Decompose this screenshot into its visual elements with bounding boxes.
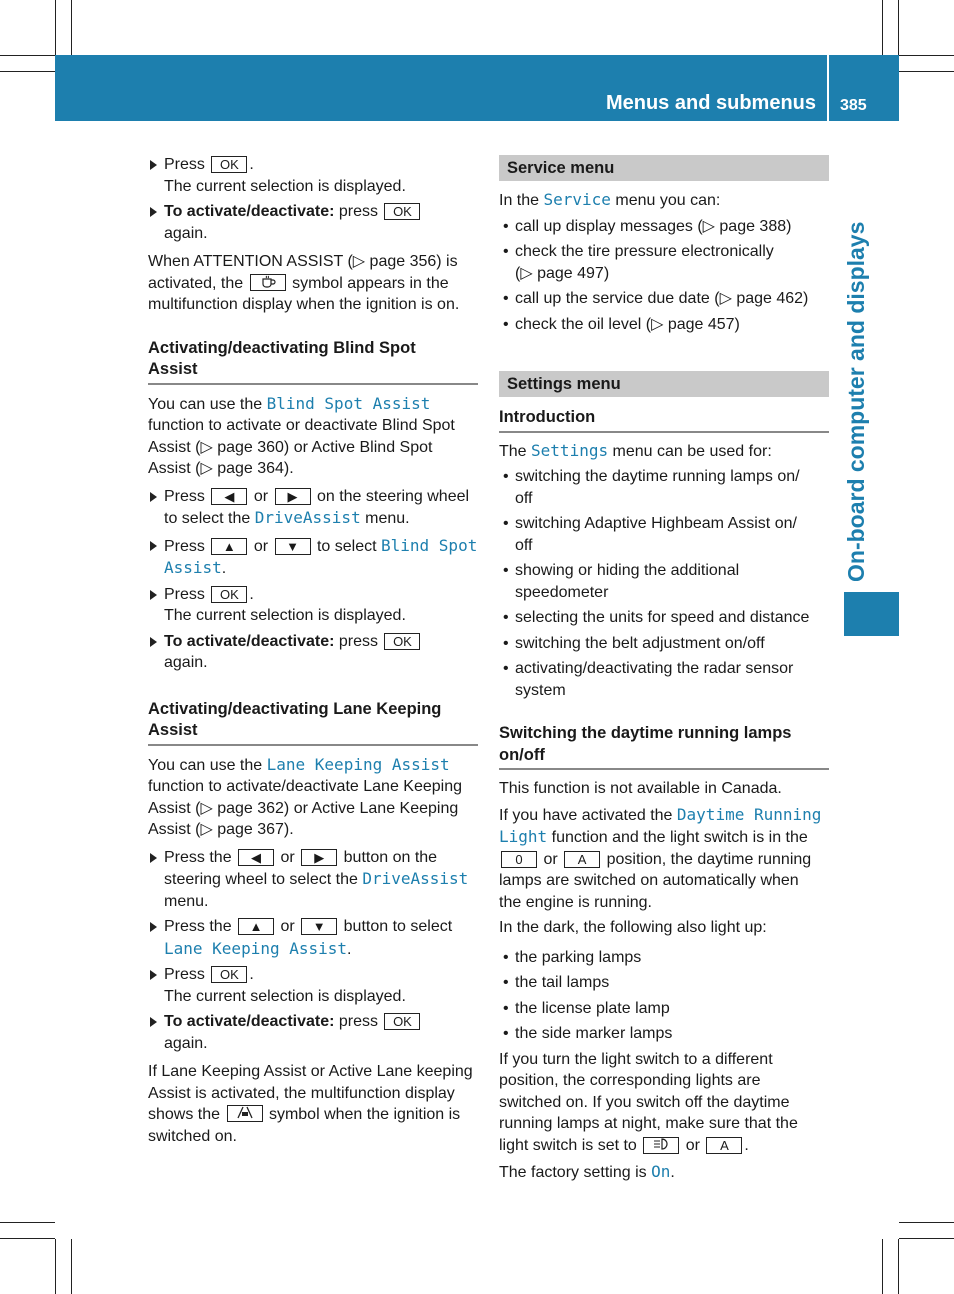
- attention-assist-note: When ATTENTION ASSIST (▷ page 356) is activated, the symbol appears in the multifunction display when the ignition is on.: [148, 253, 460, 313]
- list-item: • the tail lamps: [499, 972, 829, 994]
- switch-auto-icon: A: [564, 851, 600, 868]
- list-item: • activating/deactivating the radar sensor system: [499, 658, 829, 701]
- ok-key-icon: OK: [211, 156, 247, 173]
- crop-mark: [0, 55, 55, 56]
- list-item: • check the oil level (▷ page 457): [499, 314, 829, 336]
- right-arrow-key-icon: ▶: [275, 488, 311, 505]
- section-heading: Activating/deactivating Lane Keeping Assist: [148, 699, 478, 746]
- chapter-title: On-board computer and displays: [843, 221, 869, 582]
- menu-link: Blind Spot Assist: [266, 393, 431, 413]
- crop-mark: [898, 0, 899, 55]
- crop-mark: [0, 1222, 55, 1223]
- crop-mark: [899, 55, 954, 56]
- settings-menu-heading: Settings menu: [499, 371, 829, 397]
- ok-key-icon: OK: [384, 1013, 420, 1030]
- paragraph: You can use the Blind Spot Assist function to activate or deactivate Blind Spot Assist (▷ page 360) or Active Blind Spot Assist (▷ page 364).: [148, 393, 455, 477]
- list-item: • call up the service due date (▷ page 462): [499, 288, 829, 310]
- paragraph: If you have activated the Daytime Running Light function and the light switch is in the 0 or A position, the daytime running lamps are switched on automatically when the engine is running.: [499, 804, 822, 911]
- crop-mark: [55, 0, 56, 55]
- step: Press the ◀ or ▶ button on the steering wheel to select the DriveAssist menu.: [148, 847, 478, 913]
- page-number: 385: [840, 97, 867, 114]
- list-item: • selecting the units for speed and distance: [499, 607, 829, 629]
- up-arrow-key-icon: ▲: [238, 918, 274, 935]
- crop-mark: [899, 71, 954, 72]
- crop-mark: [71, 0, 72, 55]
- crop-mark: [882, 1239, 883, 1294]
- crop-mark: [899, 1222, 954, 1223]
- step: Press OK . The current selection is displayed.: [148, 584, 478, 627]
- step: Press ▲ or ▼ to select Blind Spot Assist.: [148, 535, 478, 580]
- step: To activate/deactivate: press OK again.: [148, 1011, 478, 1054]
- switch-zero-icon: 0: [501, 851, 537, 868]
- ok-key-icon: OK: [211, 586, 247, 603]
- chapter-tab: [844, 592, 899, 636]
- crop-mark: [882, 0, 883, 55]
- up-arrow-key-icon: ▲: [211, 538, 247, 555]
- paragraph: If Lane Keeping Assist or Active Lane keeping Assist is activated, the multifunction display shows the symbol when the ignition is switched on.: [148, 1063, 473, 1145]
- section-heading: Activating/deactivating Blind Spot Assist: [148, 338, 478, 385]
- paragraph: The factory setting is On.: [499, 1162, 675, 1181]
- paragraph: If you turn the light switch to a different position, the corresponding lights are switched on. If you switch off the daytime running lamps at night, make sure that the light switch is set to or A .: [499, 1050, 798, 1154]
- section-title: Menus and submenus: [605, 92, 816, 114]
- ok-key-icon: OK: [384, 633, 420, 650]
- paragraph: In the Service menu you can:: [499, 190, 721, 209]
- page-header: [55, 55, 899, 121]
- list-item: • showing or hiding the additional speedometer: [499, 560, 829, 603]
- right-column: [499, 155, 829, 1184]
- paragraph: You can use the Lane Keeping Assist function to activate/deactivate Lane Keeping Assist (▷ page 362) or Active Lane Keeping Assist (▷ page 367).: [148, 754, 462, 838]
- step: To activate/deactivate: press OK again.: [148, 201, 478, 244]
- step: To activate/deactivate: press OK again.: [148, 631, 478, 674]
- crop-mark: [55, 1239, 56, 1294]
- parking-light-icon: [643, 1137, 679, 1154]
- list-item: • switching Adaptive Highbeam Assist on/ off: [499, 513, 829, 556]
- section-heading: Introduction: [499, 407, 829, 433]
- left-arrow-key-icon: ◀: [211, 488, 247, 505]
- service-menu-heading: Service menu: [499, 155, 829, 181]
- crop-mark: [0, 1238, 55, 1239]
- down-arrow-key-icon: ▼: [301, 918, 337, 935]
- left-arrow-key-icon: ◀: [238, 849, 274, 866]
- lane-keeping-icon: [227, 1105, 263, 1122]
- crop-mark: [0, 71, 55, 72]
- crop-mark: [71, 1239, 72, 1294]
- step: Press OK . The current selection is displayed.: [148, 154, 478, 197]
- right-arrow-key-icon: ▶: [301, 849, 337, 866]
- left-column: [148, 154, 478, 1147]
- switch-auto-icon: A: [706, 1137, 742, 1154]
- list-item: • the parking lamps: [499, 947, 829, 969]
- list-item: • check the tire pressure electronically (▷ page 497): [499, 241, 829, 284]
- step: Press OK . The current selection is displayed.: [148, 964, 478, 1007]
- list-item: • the side marker lamps: [499, 1023, 829, 1045]
- paragraph: In the dark, the following also light up:: [499, 919, 767, 936]
- section-heading: Switching the daytime running lamps on/off: [499, 723, 829, 770]
- step: Press ◀ or ▶ on the steering wheel to select the DriveAssist menu.: [148, 486, 478, 530]
- ok-key-icon: OK: [211, 966, 247, 983]
- crop-mark: [898, 1239, 899, 1294]
- list-item: • the license plate lamp: [499, 998, 829, 1020]
- list-item: • switching the daytime running lamps on/ off: [499, 466, 829, 509]
- crop-mark: [899, 1238, 954, 1239]
- header-divider: [827, 55, 829, 121]
- coffee-cup-icon: [250, 274, 286, 291]
- ok-key-icon: OK: [384, 203, 420, 220]
- paragraph: The Settings menu can be used for:: [499, 440, 772, 460]
- down-arrow-key-icon: ▼: [275, 538, 311, 555]
- step: Press the ▲ or ▼ button to select Lane Keeping Assist.: [148, 916, 478, 960]
- paragraph: This function is not available in Canada.: [499, 780, 782, 797]
- list-item: • switching the belt adjustment on/off: [499, 633, 829, 655]
- list-item: • call up display messages (▷ page 388): [499, 216, 829, 238]
